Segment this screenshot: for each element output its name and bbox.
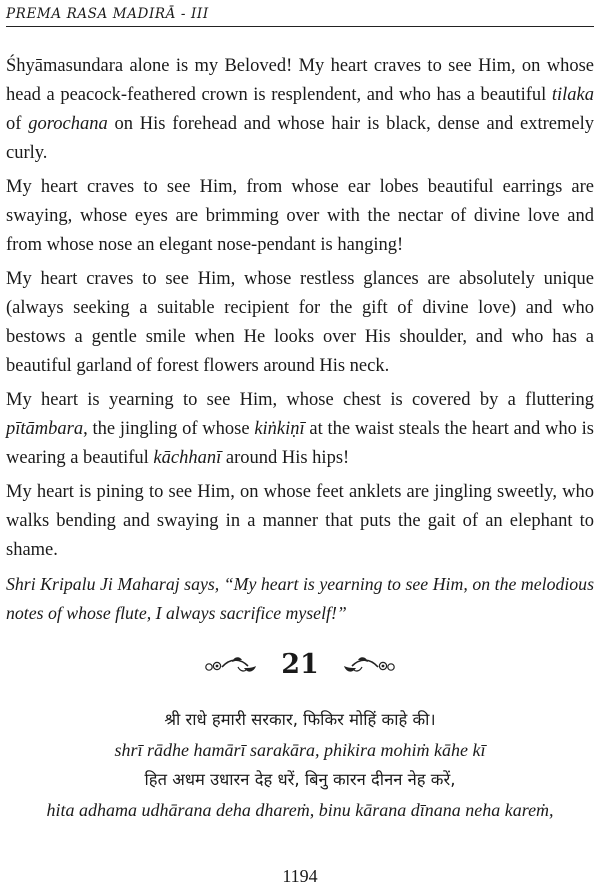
paragraph xyxy=(6,386,594,473)
running-header xyxy=(6,6,594,27)
text-run: My heart is yearning to see Him, whose chest is covered by a fluttering xyxy=(6,390,594,410)
paragraph xyxy=(6,478,594,565)
text-run: on His forehead and whose hair is black, dense and extremely curly. xyxy=(6,114,594,163)
text-run: at the waist steals the heart and who is wearing a beautiful xyxy=(6,419,594,468)
running-title: PREMA RASA MADIRĀ - III xyxy=(6,6,209,22)
italic-term: tilaka xyxy=(551,85,594,105)
main-text xyxy=(6,52,594,633)
text-run: My heart craves to see Him, whose restless glances are absolutely unique (always seeking a suitable recipient for the gift of divine love) and who bestows a gentle smile when He looks over His shoulder, and who has a beautiful garland of forest flowers around His neck. xyxy=(6,269,594,376)
text-run: , the jingling of whose xyxy=(83,419,255,439)
verse-line-transliteration: hita adhama udhārana deha dhareṁ, binu kārana dīnana neha kareṁ, xyxy=(46,800,554,820)
italic-term: pītāmbara xyxy=(6,419,84,439)
text-run: around His hips! xyxy=(221,448,350,468)
left-flourish-icon xyxy=(204,654,258,676)
paragraph xyxy=(6,52,594,168)
text-run: My heart craves to see Him, from whose ear lobes beautiful earrings are swaying, whose eyes are brimming over with the nectar of divine love and from whose nose an elegant nose-pendant is hanging! xyxy=(6,177,594,255)
italic-term: gorochana xyxy=(28,114,108,134)
verse-block xyxy=(0,705,600,825)
text-run: My heart is pining to see Him, on whose feet anklets are jingling sweetly, who walks bending and swaying in a manner that puts the gait of an elephant to shame. xyxy=(6,482,594,560)
right-flourish-icon xyxy=(342,654,396,676)
verse-line-devanagari: हित अधम उधारन देह धरें, बिनु कारन दीनन नेह करें, xyxy=(144,770,456,789)
section-heading xyxy=(0,648,600,680)
section-number: 21 xyxy=(281,649,319,680)
page-number: 1194 xyxy=(282,866,318,886)
paragraph xyxy=(6,173,594,260)
text-run: of xyxy=(6,114,29,134)
italic-term: kāchhanī xyxy=(153,448,222,468)
verse-line-devanagari: श्री राधे हमारी सरकार, फिकिर मोहिं काहे की। xyxy=(164,710,436,729)
verse-line-transliteration: shrī rādhe hamārī sarakāra, phikira mohiṁ kāhe kī xyxy=(114,740,486,760)
paragraph xyxy=(6,265,594,381)
italic-term: kiṅkiṇī xyxy=(254,419,305,439)
text-run: Śhyāmasundara alone is my Beloved! My heart craves to see Him, on whose head a peacock-feathered crown is resplendent, and who has a beautiful xyxy=(6,56,594,105)
closing-quote: Shri Kripalu Ji Maharaj says, “My heart is yearning to see Him, on the melodious notes of whose flute, I always sacrifice myself!” xyxy=(6,574,594,623)
